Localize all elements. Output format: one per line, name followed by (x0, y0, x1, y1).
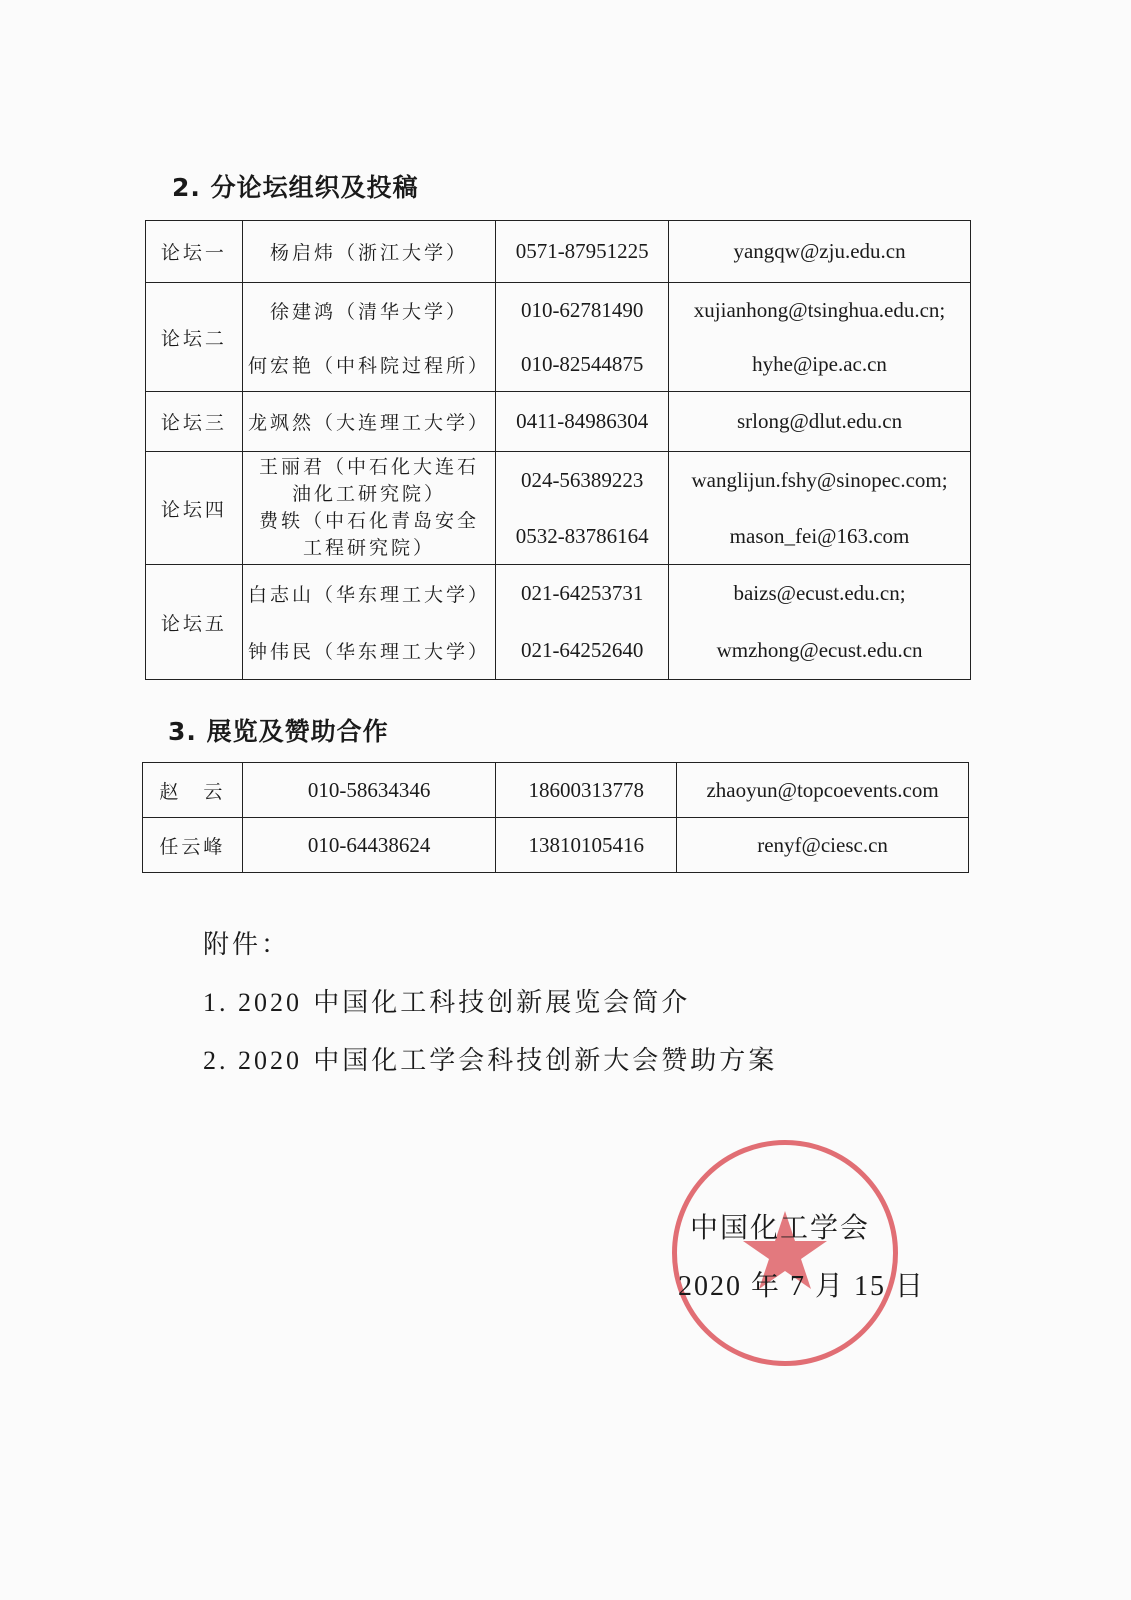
signature-date: 2020 年 7 月 15 日 (678, 1271, 926, 1302)
attachment-2-number: 2. 2020 (203, 1046, 302, 1075)
forum-4-person-1a: 王丽君（中石化大连石 (259, 456, 480, 478)
forum-1-label: 论坛一 (146, 221, 243, 283)
attachment-item-1 (203, 982, 690, 1019)
forum-4-label: 论坛四 (146, 452, 243, 565)
table-row (146, 221, 971, 283)
forum-2-email-1: xujianhong@tsinghua.edu.cn; (693, 297, 946, 322)
official-seal (672, 1140, 898, 1366)
section-2-heading: 2. 分论坛组织及投稿 (172, 173, 419, 202)
forum-2-person-2: 何宏艳（中科院过程所） (248, 354, 491, 377)
forum-4-person-1b: 油化工研究院） (292, 483, 447, 505)
forum-2-phone-2: 010-82544875 (520, 351, 644, 376)
forum-3-phone: 0411-84986304 (496, 392, 669, 452)
contact-1-name: 赵 云 (143, 763, 243, 818)
forum-table (145, 220, 971, 680)
forum-3-email: srlong@dlut.edu.cn (669, 392, 971, 452)
contact-1-tel: 010-58634346 (242, 763, 496, 818)
forum-2-phone-1: 010-62781490 (520, 297, 644, 322)
table-row (143, 763, 969, 818)
attachment-1-number: 1. 2020 (203, 988, 302, 1017)
table-row (146, 452, 971, 565)
attachments-label: 附件： (203, 930, 291, 960)
forum-3-label: 论坛三 (146, 392, 243, 452)
contact-2-email: renyf@ciesc.cn (677, 818, 969, 873)
signature-organization: 中国化工学会 (690, 1211, 871, 1244)
forum-5-phone-1: 021-64253731 (520, 581, 644, 605)
forum-4-email-1: wanglijun.fshy@sinopec.com; (691, 467, 948, 492)
table-row (146, 565, 971, 680)
forum-5-person-1: 白志山（华东理工大学） (248, 584, 491, 606)
forum-5-email-2: wmzhong@ecust.edu.cn (716, 638, 923, 662)
forum-4-phone-1: 024-56389223 (520, 467, 644, 492)
attachment-1-title: 中国化工科技创新展览会简介 (313, 988, 691, 1018)
forum-5-phone-2: 021-64252640 (520, 638, 644, 662)
contact-2-tel: 010-64438624 (242, 818, 496, 873)
forum-4-email-2: mason_fei@163.com (729, 523, 910, 548)
attachment-2-title: 中国化工学会科技创新大会赞助方案 (313, 1046, 778, 1076)
forum-2-email-2: hyhe@ipe.ac.cn (752, 351, 887, 376)
forum-4-phone-2: 0532-83786164 (515, 523, 649, 548)
contact-1-mobile: 18600313778 (496, 763, 677, 818)
table-row (146, 392, 971, 452)
table-row (143, 818, 969, 873)
forum-1-person: 杨启炜（浙江大学） (242, 221, 495, 283)
forum-2-label: 论坛二 (146, 283, 243, 392)
forum-5-email-1: baizs@ecust.edu.cn; (733, 581, 906, 605)
forum-2-person-1: 徐建鸿（清华大学） (270, 300, 469, 323)
exhibition-table (142, 762, 969, 873)
forum-1-email: yangqw@zju.edu.cn (669, 221, 971, 283)
contact-2-mobile: 13810105416 (496, 818, 677, 873)
contact-2-name: 任云峰 (143, 818, 243, 873)
section-3-heading: 3. 展览及赞助合作 (168, 717, 389, 746)
forum-3-person: 龙飒然（大连理工大学） (242, 392, 495, 452)
forum-5-person-2: 钟伟民（华东理工大学） (248, 641, 491, 663)
seal-graphic (677, 1145, 893, 1361)
contact-1-email: zhaoyun@topcoevents.com (677, 763, 969, 818)
forum-4-person-2a: 费轶（中石化青岛安全 (259, 510, 480, 532)
forum-1-phone: 0571-87951225 (496, 221, 669, 283)
table-row (146, 283, 971, 392)
attachment-item-2 (203, 1040, 777, 1077)
forum-5-label: 论坛五 (146, 565, 243, 680)
forum-4-person-2b: 工程研究院） (303, 537, 436, 559)
